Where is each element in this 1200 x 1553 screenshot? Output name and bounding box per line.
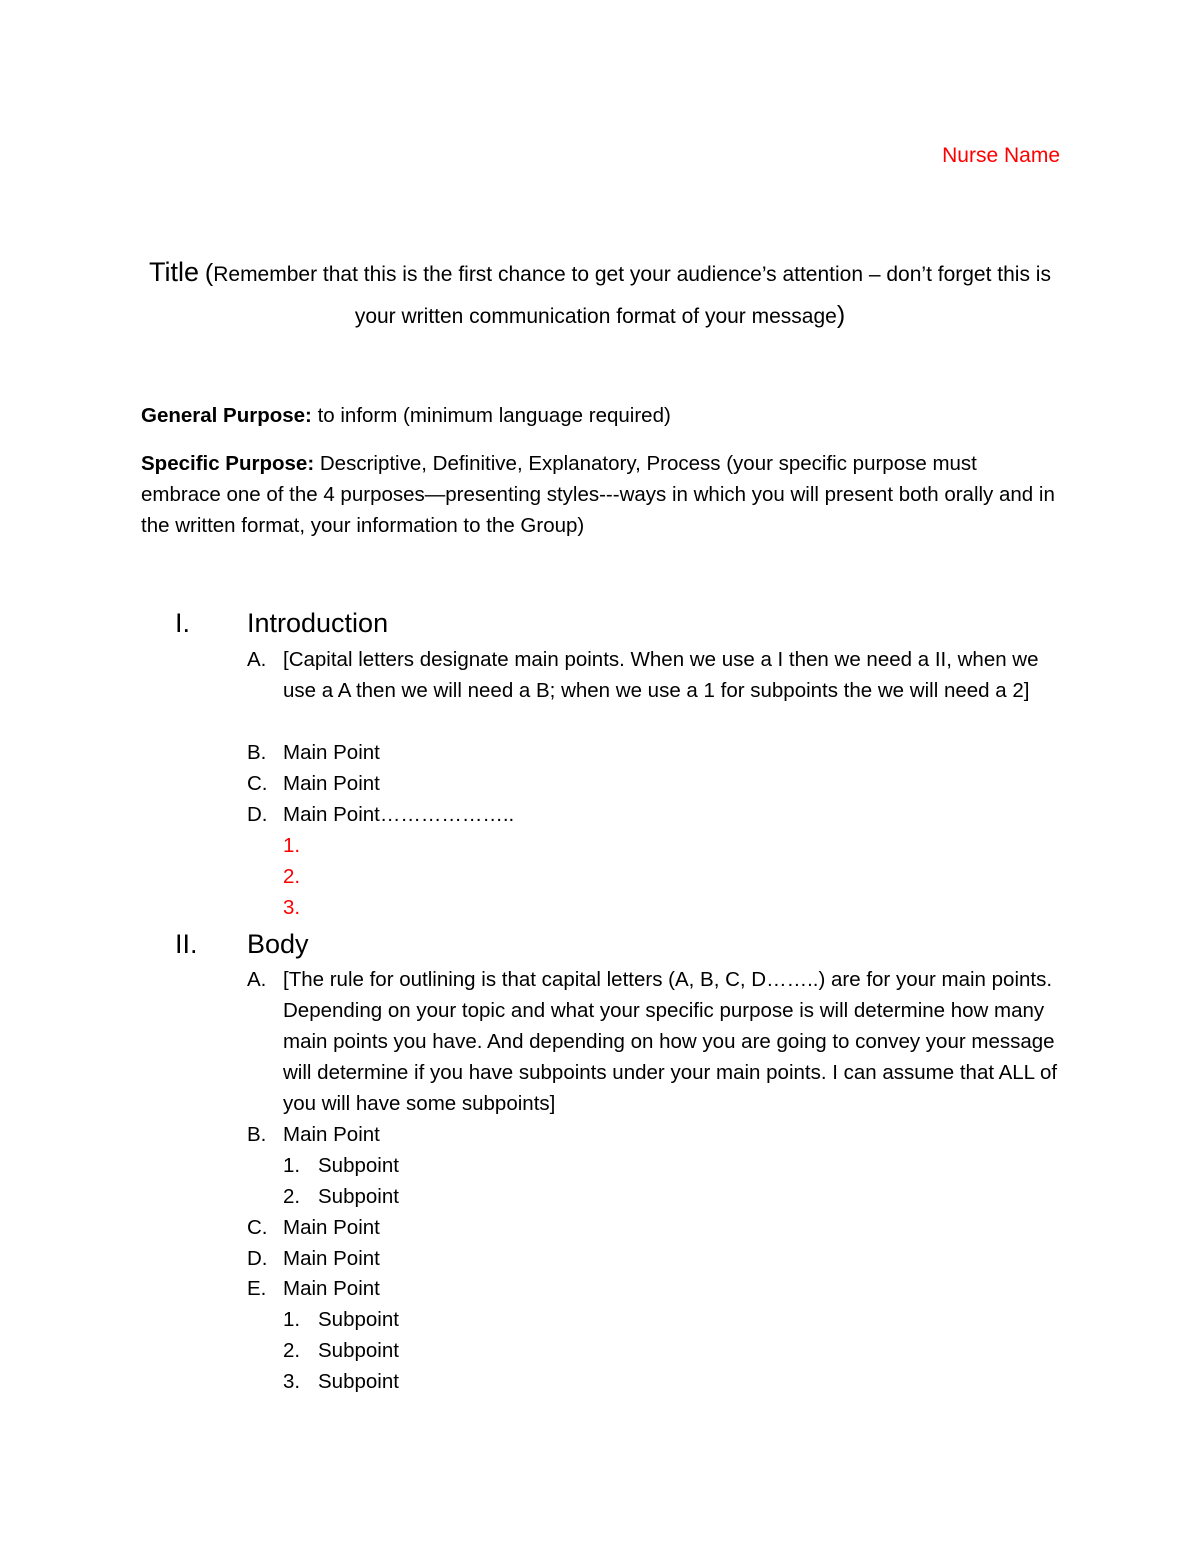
item-text: Main Point [283,1216,380,1239]
item-marker: D. [247,803,268,826]
title-block [140,252,1060,337]
item-marker: E. [247,1277,267,1300]
item-text: [The rule for outlining is that capital letters (A, B, C, D……..) are for your main points. Depending on your topic and what your specific purpose is will determine how many main points you have. And depending on how you are going to convey your message will determine if you have subpoints under your main points. I can assume that ALL of you will have some subpoints] [283,968,1058,1115]
subitem-text: Subpoint [318,1154,399,1177]
item-text: Main Point [283,772,380,795]
item-text: Main Point……………….. [283,803,515,826]
specific-purpose-text: Descriptive, Definitive, Explanatory, Process (your specific purpose must embrace one of the 4 purposes—presenting styles---ways in which you will present both orally and in the written format, your information to the Group) [141,452,1055,537]
item-text: Main Point [283,1123,380,1146]
item-marker: B. [247,1123,267,1146]
subitem-marker: 3. [283,896,301,919]
subitem-marker: 1. [283,1154,301,1177]
subitem-text: Subpoint [318,1370,399,1393]
subitem-marker: 2. [283,1339,301,1362]
title-open-paren: ( [204,259,214,287]
item-marker: A. [247,968,267,991]
nurse-name: Nurse Name [942,144,1060,167]
general-purpose [141,400,1061,431]
subitem-text: Subpoint [318,1185,399,1208]
subitem-marker: 2. [283,1185,301,1208]
subitem-marker: 3. [283,1370,301,1393]
item-text: Main Point [283,741,380,764]
section-numeral: II. [175,929,198,959]
specific-purpose [141,448,1061,541]
general-purpose-label: General Purpose: [141,404,312,427]
subitem-marker: 2. [283,865,301,888]
title-word: Title [149,257,200,287]
subitem-text: Subpoint [318,1308,399,1331]
title-close-paren: ) [836,301,846,329]
item-text: Main Point [283,1277,380,1300]
item-marker: D. [247,1247,268,1270]
section-title: Body [247,929,309,959]
item-marker: A. [247,648,267,671]
specific-purpose-label: Specific Purpose: [141,452,315,475]
subitem-text: Subpoint [318,1339,399,1362]
section-title: Introduction [247,608,389,638]
subitem-marker: 1. [283,1308,301,1331]
item-text: [Capital letters designate main points. When we use a I then we need a II, when we use a A then we will need a B; when we use a 1 for subpoints the we will need a 2] [283,648,1039,702]
section-numeral: I. [175,608,191,638]
item-marker: C. [247,772,268,795]
subitem-marker: 1. [283,834,301,857]
item-text: Main Point [283,1247,380,1270]
item-marker: B. [247,741,267,764]
title-note: Remember that this is the first chance to get your audience’s attention – don’t forget this is your written communication format of your message [213,263,1051,328]
item-marker: C. [247,1216,268,1239]
general-purpose-text: to inform (minimum language required) [311,404,671,427]
